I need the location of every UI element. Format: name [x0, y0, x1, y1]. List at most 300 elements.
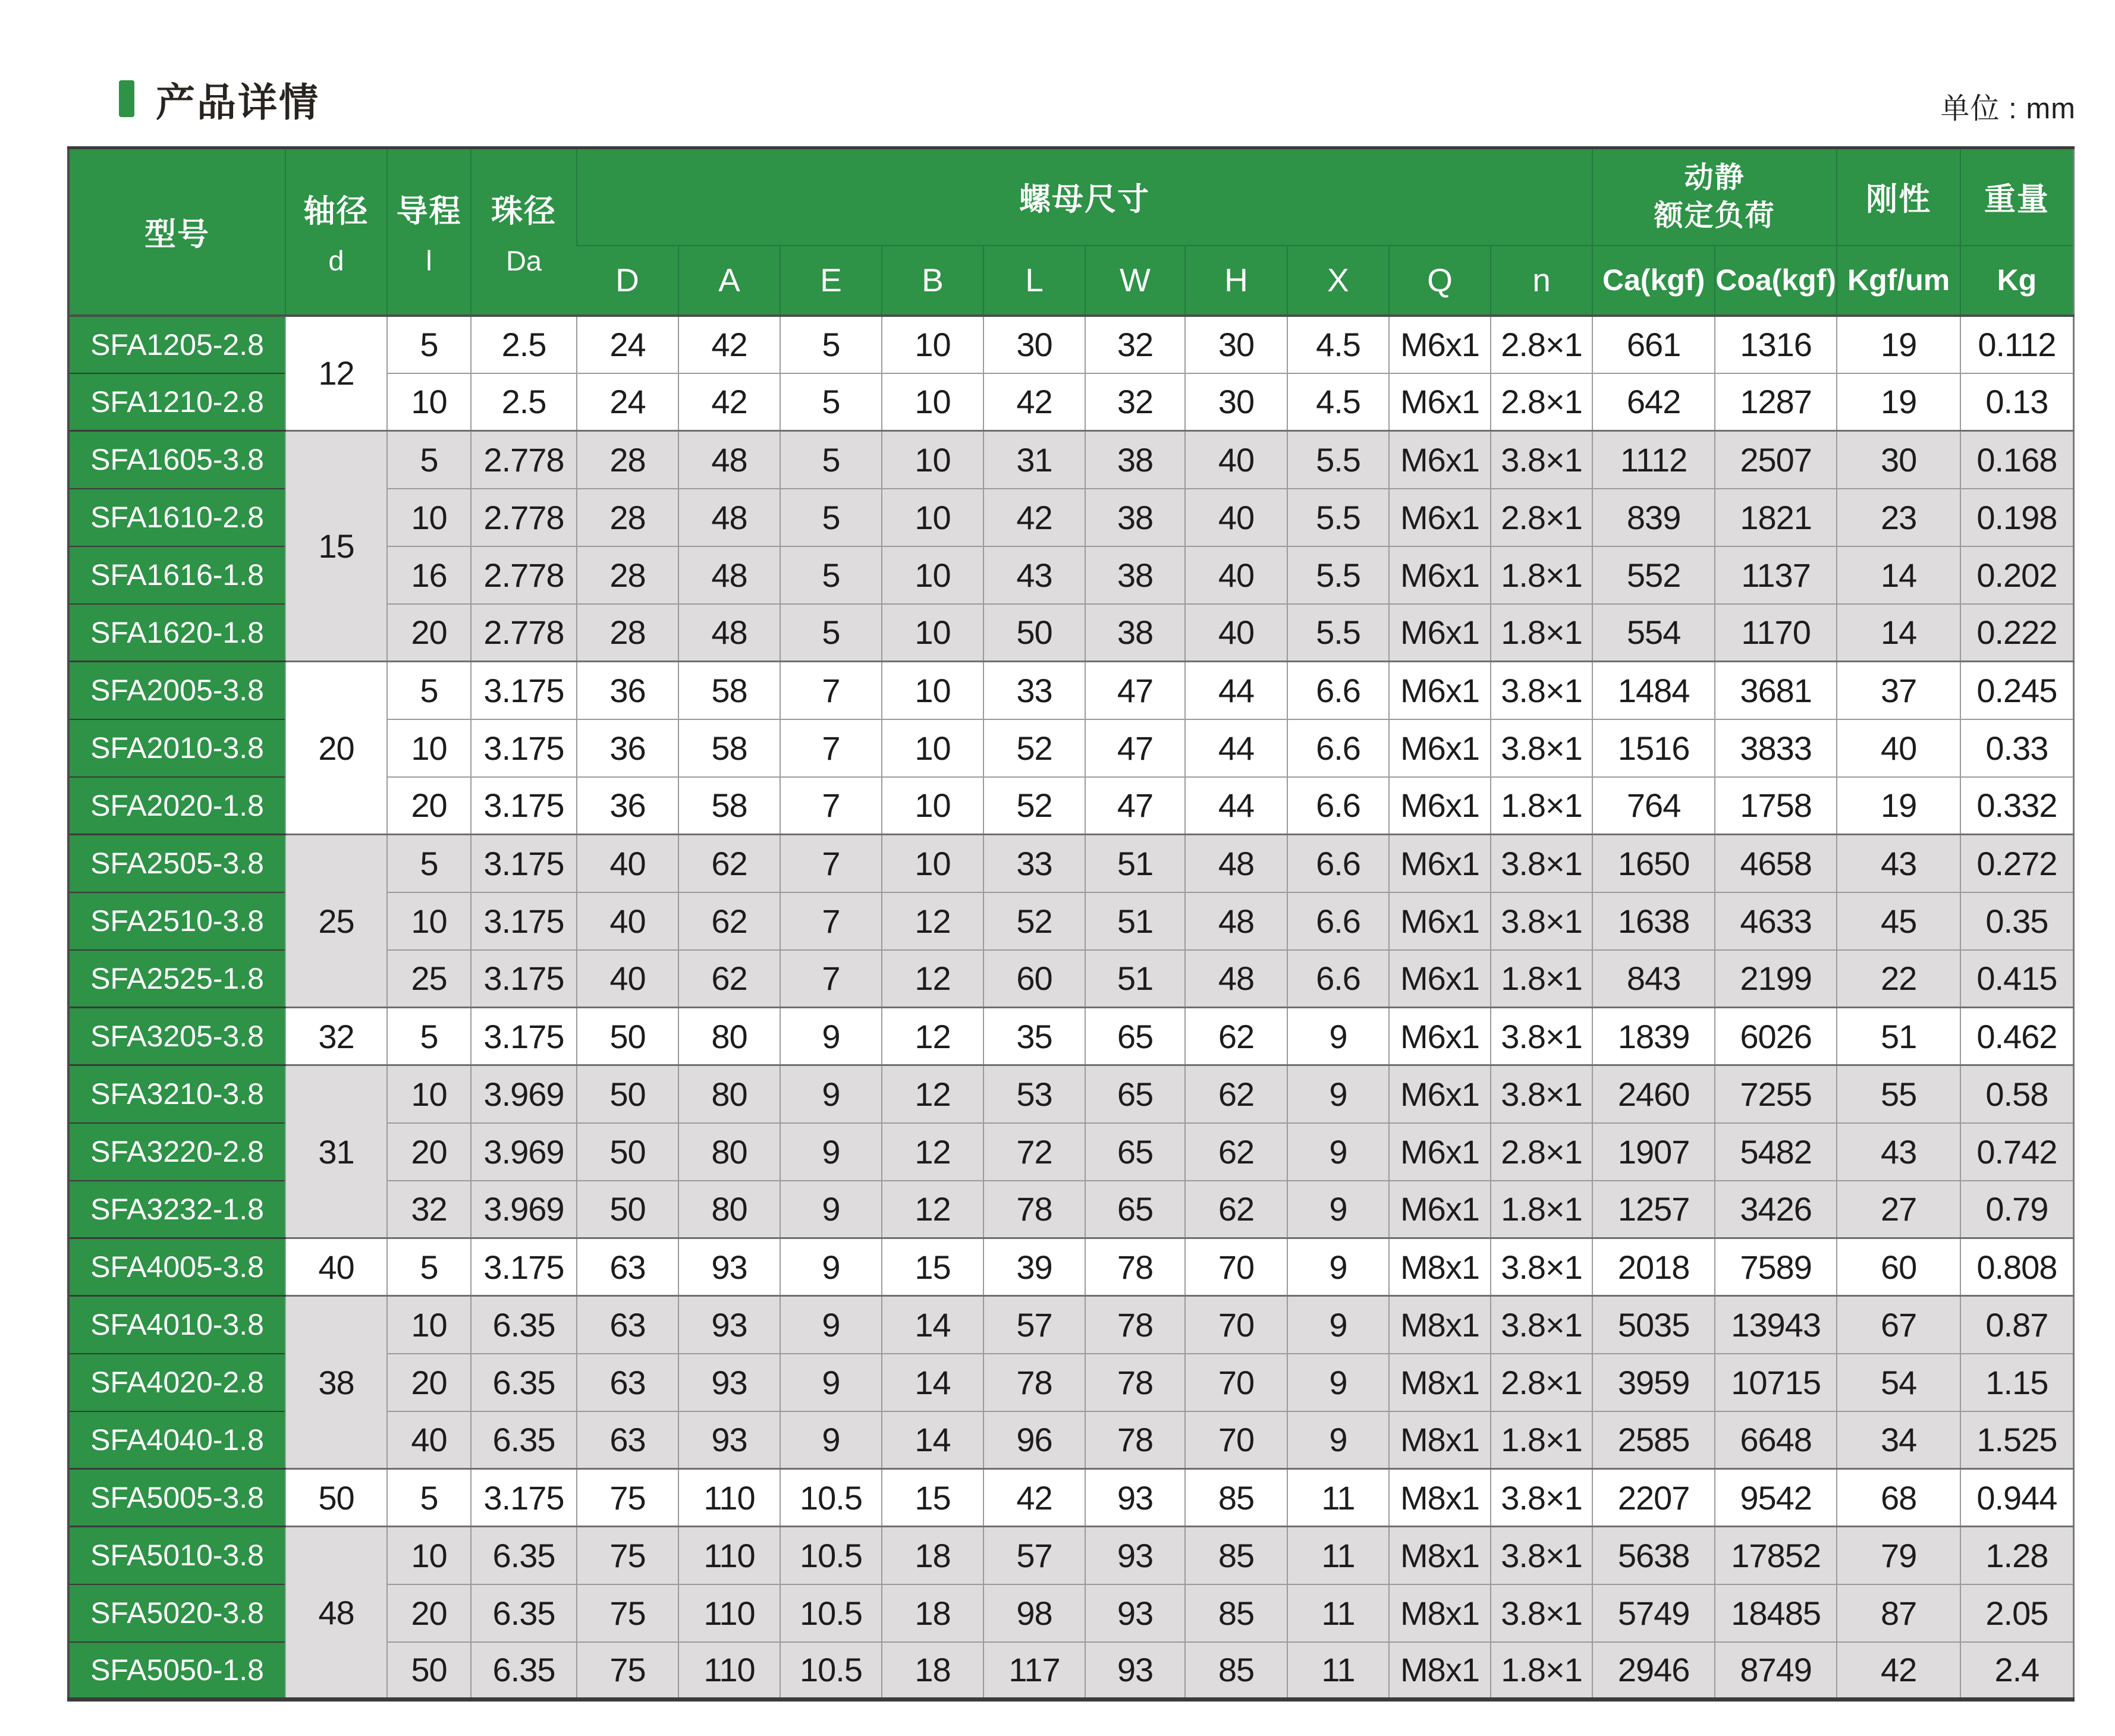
cell-D: 75 — [577, 1642, 678, 1700]
cell-H: 70 — [1185, 1296, 1287, 1354]
model-cell: SFA5050-1.8 — [68, 1642, 285, 1700]
cell-rigidity: 14 — [1837, 546, 1960, 604]
product-spec-table — [67, 146, 2075, 1702]
cell-Ca: 552 — [1592, 546, 1715, 604]
cell-weight: 1.15 — [1960, 1354, 2073, 1411]
cell-n: 2.8×1 — [1491, 373, 1592, 431]
cell-Q: M6x1 — [1389, 892, 1491, 950]
cell-lead: 5 — [387, 662, 471, 719]
cell-weight: 0.202 — [1960, 546, 2073, 604]
cell-A: 93 — [678, 1354, 780, 1411]
cell-Q: M8x1 — [1389, 1527, 1491, 1584]
cell-X: 5.5 — [1287, 489, 1389, 546]
cell-rigidity: 19 — [1837, 316, 1960, 373]
model-cell: SFA5020-3.8 — [68, 1584, 285, 1642]
cell-Ca: 1907 — [1592, 1123, 1715, 1181]
cell-n: 3.8×1 — [1491, 431, 1592, 489]
cell-X: 5.5 — [1287, 604, 1389, 662]
cell-L: 98 — [983, 1584, 1085, 1642]
cell-W: 47 — [1085, 777, 1185, 835]
cell-Coa: 7589 — [1715, 1238, 1837, 1296]
cell-lead: 5 — [387, 1469, 471, 1527]
cell-rigidity: 23 — [1837, 489, 1960, 546]
cell-Ca: 1257 — [1592, 1181, 1715, 1238]
cell-A: 62 — [678, 835, 780, 892]
cell-B: 10 — [882, 489, 983, 546]
cell-lead: 16 — [387, 546, 471, 604]
cell-B: 10 — [882, 719, 983, 777]
cell-Coa: 7255 — [1715, 1065, 1837, 1123]
shaft-diameter-cell: 25 — [285, 835, 387, 1008]
cell-W: 93 — [1085, 1469, 1185, 1527]
shaft-diameter-cell: 32 — [285, 1008, 387, 1065]
cell-Ca: 1650 — [1592, 835, 1715, 892]
cell-lead: 40 — [387, 1411, 471, 1469]
cell-weight: 0.415 — [1960, 950, 2073, 1008]
cell-L: 30 — [983, 316, 1085, 373]
cell-E: 9 — [780, 1354, 882, 1411]
model-cell: SFA4040-1.8 — [68, 1411, 285, 1469]
cell-H: 62 — [1185, 1008, 1287, 1065]
cell-Coa: 13943 — [1715, 1296, 1837, 1354]
cell-lead: 10 — [387, 1296, 471, 1354]
cell-B: 12 — [882, 1123, 983, 1181]
cell-lead: 25 — [387, 950, 471, 1008]
cell-n: 3.8×1 — [1491, 1296, 1592, 1354]
cell-ball-dia: 3.175 — [471, 777, 577, 835]
cell-H: 48 — [1185, 892, 1287, 950]
cell-E: 10.5 — [780, 1642, 882, 1700]
cell-weight: 0.168 — [1960, 431, 2073, 489]
cell-A: 93 — [678, 1411, 780, 1469]
cell-Coa: 6648 — [1715, 1411, 1837, 1469]
cell-weight: 0.87 — [1960, 1296, 2073, 1354]
cell-A: 110 — [678, 1469, 780, 1527]
cell-Ca: 3959 — [1592, 1354, 1715, 1411]
cell-A: 62 — [678, 950, 780, 1008]
cell-ball-dia: 3.175 — [471, 835, 577, 892]
cell-lead: 50 — [387, 1642, 471, 1700]
cell-X: 6.6 — [1287, 777, 1389, 835]
cell-A: 62 — [678, 892, 780, 950]
cell-Q: M6x1 — [1389, 373, 1491, 431]
cell-X: 9 — [1287, 1123, 1389, 1181]
cell-n: 3.8×1 — [1491, 1469, 1592, 1527]
cell-A: 58 — [678, 662, 780, 719]
cell-W: 38 — [1085, 546, 1185, 604]
cell-W: 51 — [1085, 835, 1185, 892]
header-col-E: E — [780, 246, 882, 316]
cell-B: 14 — [882, 1296, 983, 1354]
cell-Coa: 10715 — [1715, 1354, 1837, 1411]
cell-E: 9 — [780, 1181, 882, 1238]
cell-W: 78 — [1085, 1296, 1185, 1354]
cell-n: 1.8×1 — [1491, 1411, 1592, 1469]
cell-B: 12 — [882, 1008, 983, 1065]
cell-D: 36 — [577, 662, 678, 719]
cell-L: 43 — [983, 546, 1085, 604]
cell-Coa: 3426 — [1715, 1181, 1837, 1238]
header-nut-size: 螺母尺寸 — [577, 148, 1592, 246]
cell-D: 28 — [577, 431, 678, 489]
cell-E: 10.5 — [780, 1469, 882, 1527]
header-col-kgf-um: Kgf/um — [1837, 246, 1960, 316]
cell-Coa: 2199 — [1715, 950, 1837, 1008]
cell-E: 10.5 — [780, 1527, 882, 1584]
cell-ball-dia: 3.969 — [471, 1181, 577, 1238]
header-shaft-diameter: 轴径 d — [285, 148, 387, 316]
model-cell: SFA3210-3.8 — [68, 1065, 285, 1123]
cell-H: 40 — [1185, 546, 1287, 604]
cell-H: 85 — [1185, 1527, 1287, 1584]
cell-W: 93 — [1085, 1527, 1185, 1584]
cell-L: 33 — [983, 662, 1085, 719]
cell-ball-dia: 3.175 — [471, 1008, 577, 1065]
cell-ball-dia: 2.5 — [471, 373, 577, 431]
cell-rigidity: 34 — [1837, 1411, 1960, 1469]
model-cell: SFA1205-2.8 — [68, 316, 285, 373]
cell-ball-dia: 6.35 — [471, 1354, 577, 1411]
cell-A: 80 — [678, 1065, 780, 1123]
cell-rigidity: 42 — [1837, 1642, 1960, 1700]
cell-rigidity: 79 — [1837, 1527, 1960, 1584]
cell-ball-dia: 3.969 — [471, 1065, 577, 1123]
cell-B: 14 — [882, 1411, 983, 1469]
cell-L: 33 — [983, 835, 1085, 892]
cell-L: 78 — [983, 1354, 1085, 1411]
cell-weight: 0.58 — [1960, 1065, 2073, 1123]
cell-Coa: 2507 — [1715, 431, 1837, 489]
cell-ball-dia: 6.35 — [471, 1527, 577, 1584]
cell-E: 7 — [780, 950, 882, 1008]
cell-H: 40 — [1185, 604, 1287, 662]
cell-Q: M8x1 — [1389, 1584, 1491, 1642]
cell-D: 50 — [577, 1181, 678, 1238]
cell-n: 2.8×1 — [1491, 1354, 1592, 1411]
model-cell: SFA5005-3.8 — [68, 1469, 285, 1527]
cell-Coa: 3833 — [1715, 719, 1837, 777]
cell-D: 28 — [577, 489, 678, 546]
cell-n: 1.8×1 — [1491, 546, 1592, 604]
model-cell: SFA2005-3.8 — [68, 662, 285, 719]
header-lead: 导程 l — [387, 148, 471, 316]
cell-n: 3.8×1 — [1491, 892, 1592, 950]
cell-H: 62 — [1185, 1123, 1287, 1181]
cell-E: 7 — [780, 719, 882, 777]
cell-lead: 32 — [387, 1181, 471, 1238]
cell-Ca: 642 — [1592, 373, 1715, 431]
cell-W: 32 — [1085, 316, 1185, 373]
cell-rigidity: 54 — [1837, 1354, 1960, 1411]
cell-ball-dia: 2.778 — [471, 431, 577, 489]
cell-Q: M8x1 — [1389, 1642, 1491, 1700]
model-cell: SFA2525-1.8 — [68, 950, 285, 1008]
cell-n: 1.8×1 — [1491, 1642, 1592, 1700]
cell-Ca: 5749 — [1592, 1584, 1715, 1642]
cell-D: 28 — [577, 604, 678, 662]
cell-X: 9 — [1287, 1238, 1389, 1296]
cell-ball-dia: 3.175 — [471, 719, 577, 777]
cell-A: 110 — [678, 1527, 780, 1584]
cell-W: 65 — [1085, 1065, 1185, 1123]
cell-L: 72 — [983, 1123, 1085, 1181]
cell-Ca: 764 — [1592, 777, 1715, 835]
table-row — [68, 835, 2073, 892]
cell-weight: 0.742 — [1960, 1123, 2073, 1181]
cell-Coa: 17852 — [1715, 1527, 1837, 1584]
cell-X: 6.6 — [1287, 835, 1389, 892]
cell-n: 1.8×1 — [1491, 1181, 1592, 1238]
shaft-diameter-cell: 15 — [285, 431, 387, 662]
cell-L: 52 — [983, 892, 1085, 950]
cell-X: 4.5 — [1287, 373, 1389, 431]
cell-ball-dia: 2.778 — [471, 489, 577, 546]
cell-E: 9 — [780, 1296, 882, 1354]
table-row — [68, 1008, 2073, 1065]
cell-B: 18 — [882, 1642, 983, 1700]
cell-B: 10 — [882, 546, 983, 604]
cell-lead: 10 — [387, 892, 471, 950]
cell-lead: 20 — [387, 604, 471, 662]
model-cell: SFA3232-1.8 — [68, 1181, 285, 1238]
cell-A: 42 — [678, 373, 780, 431]
cell-weight: 0.79 — [1960, 1181, 2073, 1238]
cell-B: 10 — [882, 662, 983, 719]
table-row — [68, 1065, 2073, 1123]
cell-A: 48 — [678, 489, 780, 546]
cell-W: 78 — [1085, 1411, 1185, 1469]
cell-L: 78 — [983, 1181, 1085, 1238]
cell-D: 24 — [577, 316, 678, 373]
cell-B: 10 — [882, 777, 983, 835]
cell-D: 40 — [577, 835, 678, 892]
cell-n: 3.8×1 — [1491, 1527, 1592, 1584]
cell-L: 42 — [983, 373, 1085, 431]
cell-lead: 10 — [387, 1527, 471, 1584]
cell-B: 10 — [882, 316, 983, 373]
cell-rigidity: 60 — [1837, 1238, 1960, 1296]
shaft-diameter-cell: 12 — [285, 316, 387, 431]
cell-D: 36 — [577, 777, 678, 835]
cell-D: 40 — [577, 950, 678, 1008]
cell-weight: 1.28 — [1960, 1527, 2073, 1584]
cell-D: 50 — [577, 1123, 678, 1181]
model-cell: SFA1610-2.8 — [68, 489, 285, 546]
cell-L: 42 — [983, 489, 1085, 546]
cell-H: 70 — [1185, 1238, 1287, 1296]
cell-E: 5 — [780, 489, 882, 546]
cell-D: 50 — [577, 1065, 678, 1123]
cell-ball-dia: 6.35 — [471, 1411, 577, 1469]
cell-n: 3.8×1 — [1491, 835, 1592, 892]
cell-B: 15 — [882, 1238, 983, 1296]
cell-Ca: 2207 — [1592, 1469, 1715, 1527]
cell-W: 51 — [1085, 892, 1185, 950]
cell-L: 57 — [983, 1296, 1085, 1354]
cell-weight: 0.462 — [1960, 1008, 2073, 1065]
model-cell: SFA4010-3.8 — [68, 1296, 285, 1354]
cell-rigidity: 55 — [1837, 1065, 1960, 1123]
cell-D: 75 — [577, 1584, 678, 1642]
cell-rigidity: 68 — [1837, 1469, 1960, 1527]
cell-ball-dia: 2.778 — [471, 604, 577, 662]
cell-n: 2.8×1 — [1491, 489, 1592, 546]
cell-E: 5 — [780, 316, 882, 373]
cell-X: 5.5 — [1287, 546, 1389, 604]
cell-Q: M8x1 — [1389, 1469, 1491, 1527]
header-model: 型号 — [68, 148, 285, 316]
cell-weight: 0.13 — [1960, 373, 2073, 431]
cell-D: 63 — [577, 1238, 678, 1296]
cell-H: 40 — [1185, 431, 1287, 489]
cell-X: 9 — [1287, 1065, 1389, 1123]
cell-D: 36 — [577, 719, 678, 777]
header-ball-diameter: 珠径 Da — [471, 148, 577, 316]
cell-X: 11 — [1287, 1642, 1389, 1700]
cell-X: 4.5 — [1287, 316, 1389, 373]
header-col-H: H — [1185, 246, 1287, 316]
table-row — [68, 662, 2073, 719]
cell-B: 18 — [882, 1527, 983, 1584]
cell-E: 5 — [780, 373, 882, 431]
cell-W: 47 — [1085, 662, 1185, 719]
cell-Q: M6x1 — [1389, 950, 1491, 1008]
cell-X: 6.6 — [1287, 950, 1389, 1008]
cell-rigidity: 43 — [1837, 1123, 1960, 1181]
cell-lead: 20 — [387, 777, 471, 835]
cell-A: 93 — [678, 1296, 780, 1354]
cell-Coa: 8749 — [1715, 1642, 1837, 1700]
cell-weight: 1.525 — [1960, 1411, 2073, 1469]
cell-rigidity: 30 — [1837, 431, 1960, 489]
cell-B: 12 — [882, 892, 983, 950]
cell-L: 52 — [983, 777, 1085, 835]
cell-Q: M6x1 — [1389, 1181, 1491, 1238]
cell-B: 10 — [882, 604, 983, 662]
cell-lead: 10 — [387, 489, 471, 546]
cell-weight: 0.245 — [1960, 662, 2073, 719]
header-col-X: X — [1287, 246, 1389, 316]
cell-Coa: 1137 — [1715, 546, 1837, 604]
model-cell: SFA4020-2.8 — [68, 1354, 285, 1411]
cell-n: 2.8×1 — [1491, 316, 1592, 373]
cell-X: 9 — [1287, 1411, 1389, 1469]
cell-Coa: 1821 — [1715, 489, 1837, 546]
cell-A: 80 — [678, 1008, 780, 1065]
cell-B: 18 — [882, 1584, 983, 1642]
cell-Q: M6x1 — [1389, 1008, 1491, 1065]
cell-Ca: 2460 — [1592, 1065, 1715, 1123]
cell-ball-dia: 6.35 — [471, 1296, 577, 1354]
title-bullet-icon — [119, 80, 134, 117]
cell-weight: 0.222 — [1960, 604, 2073, 662]
cell-lead: 10 — [387, 1065, 471, 1123]
cell-H: 70 — [1185, 1354, 1287, 1411]
model-cell: SFA1620-1.8 — [68, 604, 285, 662]
cell-rigidity: 14 — [1837, 604, 1960, 662]
cell-B: 10 — [882, 373, 983, 431]
shaft-diameter-cell: 31 — [285, 1065, 387, 1238]
cell-weight: 0.198 — [1960, 489, 2073, 546]
cell-Ca: 839 — [1592, 489, 1715, 546]
table-header — [68, 148, 2073, 316]
cell-D: 75 — [577, 1527, 678, 1584]
model-cell: SFA5010-3.8 — [68, 1527, 285, 1584]
cell-weight: 0.944 — [1960, 1469, 2073, 1527]
cell-Coa: 1287 — [1715, 373, 1837, 431]
cell-L: 53 — [983, 1065, 1085, 1123]
cell-W: 32 — [1085, 373, 1185, 431]
cell-ball-dia: 2.5 — [471, 316, 577, 373]
cell-W: 65 — [1085, 1181, 1185, 1238]
cell-H: 44 — [1185, 777, 1287, 835]
cell-E: 7 — [780, 777, 882, 835]
shaft-diameter-cell: 40 — [285, 1238, 387, 1296]
cell-D: 75 — [577, 1469, 678, 1527]
cell-X: 9 — [1287, 1354, 1389, 1411]
cell-L: 35 — [983, 1008, 1085, 1065]
cell-B: 10 — [882, 835, 983, 892]
cell-W: 65 — [1085, 1123, 1185, 1181]
page-title: 产品详情 — [156, 80, 320, 124]
cell-X: 9 — [1287, 1008, 1389, 1065]
header-rated-load: 动静 额定负荷 — [1592, 148, 1837, 246]
cell-Coa: 5482 — [1715, 1123, 1837, 1181]
cell-n: 3.8×1 — [1491, 719, 1592, 777]
cell-A: 93 — [678, 1238, 780, 1296]
cell-Ca: 554 — [1592, 604, 1715, 662]
cell-E: 9 — [780, 1123, 882, 1181]
cell-rigidity: 43 — [1837, 835, 1960, 892]
cell-L: 117 — [983, 1642, 1085, 1700]
cell-D: 28 — [577, 546, 678, 604]
cell-ball-dia: 6.35 — [471, 1642, 577, 1700]
cell-Ca: 1839 — [1592, 1008, 1715, 1065]
cell-Ca: 1638 — [1592, 892, 1715, 950]
cell-B: 14 — [882, 1354, 983, 1411]
cell-Q: M8x1 — [1389, 1238, 1491, 1296]
cell-Coa: 9542 — [1715, 1469, 1837, 1527]
cell-rigidity: 37 — [1837, 662, 1960, 719]
cell-weight: 2.4 — [1960, 1642, 2073, 1700]
cell-Q: M8x1 — [1389, 1354, 1491, 1411]
header-col-n: n — [1491, 246, 1592, 316]
cell-B: 12 — [882, 1065, 983, 1123]
cell-A: 58 — [678, 719, 780, 777]
cell-Q: M8x1 — [1389, 1411, 1491, 1469]
cell-A: 110 — [678, 1584, 780, 1642]
cell-n: 2.8×1 — [1491, 1123, 1592, 1181]
cell-H: 48 — [1185, 835, 1287, 892]
header-col-Q: Q — [1389, 246, 1491, 316]
cell-Coa: 1316 — [1715, 316, 1837, 373]
header-col-D: D — [577, 246, 678, 316]
header-weight: 重量 — [1960, 148, 2073, 246]
model-cell: SFA3220-2.8 — [68, 1123, 285, 1181]
cell-H: 40 — [1185, 489, 1287, 546]
cell-E: 5 — [780, 431, 882, 489]
cell-Q: M8x1 — [1389, 1296, 1491, 1354]
table-row — [68, 1527, 2073, 1584]
table-body — [68, 316, 2073, 1700]
cell-Ca: 5638 — [1592, 1527, 1715, 1584]
cell-X: 11 — [1287, 1469, 1389, 1527]
header-col-L: L — [983, 246, 1085, 316]
cell-X: 6.6 — [1287, 662, 1389, 719]
cell-Ca: 1516 — [1592, 719, 1715, 777]
cell-Q: M6x1 — [1389, 316, 1491, 373]
cell-E: 9 — [780, 1238, 882, 1296]
